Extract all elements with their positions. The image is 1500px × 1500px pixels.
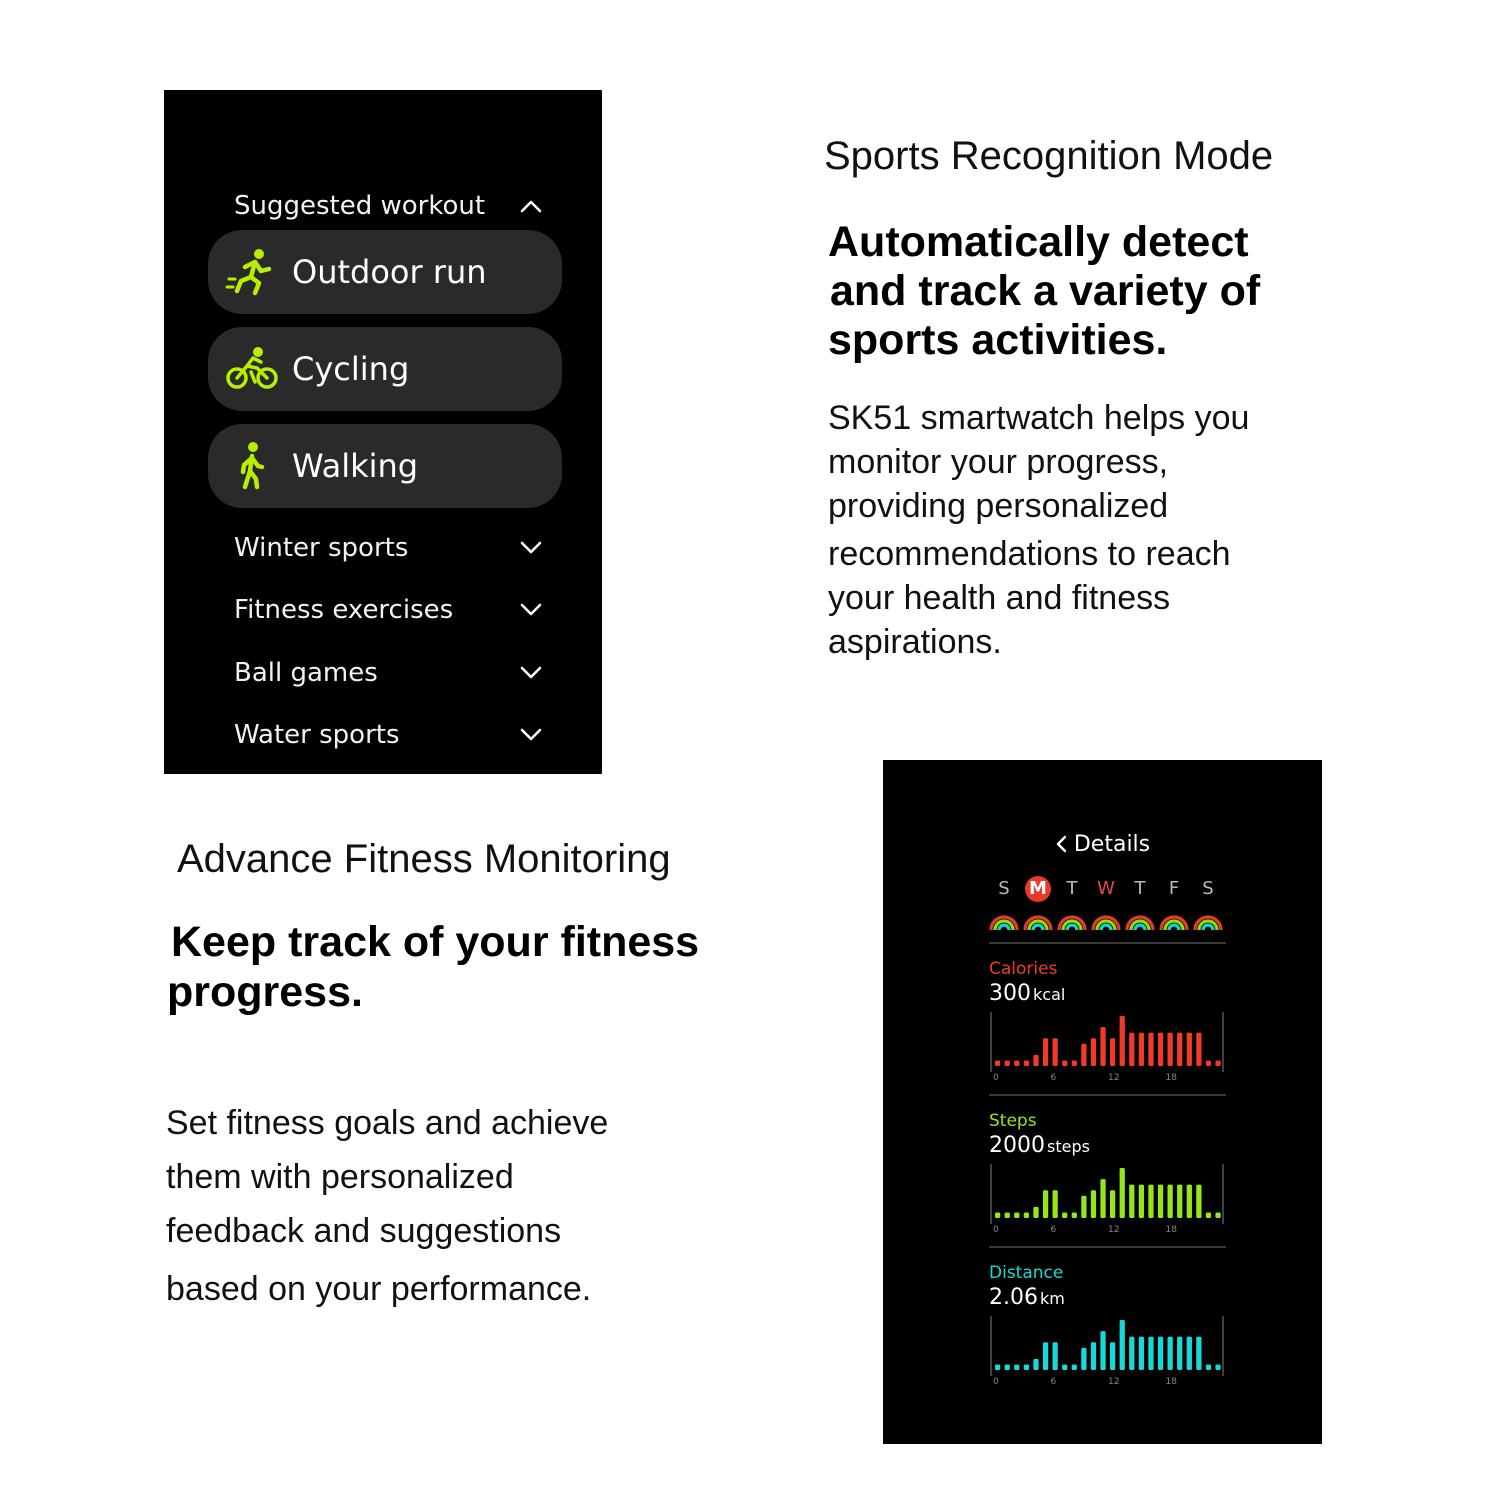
hour-bar bbox=[1024, 1364, 1029, 1370]
hour-bar bbox=[995, 1060, 1000, 1066]
hour-bar bbox=[1168, 1337, 1173, 1370]
hour-bar bbox=[1110, 1038, 1115, 1066]
hour-bar bbox=[1072, 1212, 1077, 1218]
sports-recognition-body-2: monitor your progress, bbox=[828, 443, 1169, 481]
x-tick-label: 6 bbox=[1050, 1377, 1057, 1387]
hour-bar bbox=[1062, 1212, 1067, 1218]
hour-bar bbox=[1120, 1320, 1125, 1370]
steps-value: 2000 steps bbox=[989, 1133, 1090, 1158]
x-tick-label: 0 bbox=[993, 1225, 999, 1235]
distance-label: Distance bbox=[989, 1263, 1064, 1283]
hour-bar bbox=[1139, 1033, 1144, 1066]
divider bbox=[989, 1246, 1226, 1248]
category-label: Water sports bbox=[234, 720, 400, 750]
hour-bar bbox=[1129, 1033, 1134, 1066]
sports-recognition-body-4: recommendations to reach bbox=[828, 535, 1231, 573]
details-title: Details bbox=[1073, 832, 1151, 857]
hour-bar bbox=[1043, 1038, 1048, 1066]
workout-list-screen bbox=[164, 90, 602, 774]
sports-recognition-body-6: aspirations. bbox=[828, 623, 1002, 661]
sports-recognition-body-1: SK51 smartwatch helps you bbox=[828, 399, 1250, 437]
ring-arc bbox=[1101, 925, 1111, 930]
sports-recognition-body-3: providing personalized bbox=[828, 487, 1169, 525]
chevron-down-icon bbox=[518, 535, 544, 561]
hour-bar bbox=[1014, 1060, 1019, 1066]
sports-recognition-body-5: your health and fitness bbox=[828, 579, 1171, 617]
hour-bar bbox=[1091, 1342, 1096, 1370]
calories-label: Calories bbox=[989, 959, 1058, 979]
sports-recognition-tagline-2: and track a variety of bbox=[830, 267, 1261, 315]
walking-icon bbox=[224, 438, 280, 494]
x-tick-label: 0 bbox=[993, 1073, 999, 1083]
steps-hourly-chart bbox=[989, 1164, 1227, 1236]
hour-bar bbox=[1215, 1212, 1220, 1218]
hour-bar bbox=[1053, 1190, 1058, 1218]
hour-bar bbox=[1043, 1342, 1048, 1370]
hour-bar bbox=[1177, 1033, 1182, 1066]
ring-arc bbox=[1203, 925, 1213, 930]
workout-outdoor-run-label: Outdoor run bbox=[292, 253, 487, 291]
ring-arc bbox=[999, 925, 1009, 930]
hour-bar bbox=[995, 1212, 1000, 1218]
hour-bar bbox=[1024, 1212, 1029, 1218]
hour-bar bbox=[1091, 1190, 1096, 1218]
activity-ring-icon[interactable] bbox=[1057, 912, 1087, 932]
hour-bar bbox=[1005, 1212, 1010, 1218]
category-label: Winter sports bbox=[234, 533, 409, 563]
hour-bar bbox=[1129, 1185, 1134, 1218]
chevron-down-icon bbox=[518, 722, 544, 748]
sports-recognition-heading: Sports Recognition Mode bbox=[824, 134, 1274, 178]
suggested-workout-header[interactable] bbox=[234, 190, 544, 222]
hour-bar bbox=[1081, 1044, 1086, 1066]
workout-walking-label: Walking bbox=[292, 447, 419, 485]
hour-bar bbox=[1072, 1364, 1077, 1370]
distance-value: 2.06 km bbox=[989, 1285, 1065, 1310]
ring-arc bbox=[1067, 925, 1077, 930]
x-tick-label: 0 bbox=[993, 1377, 999, 1387]
hour-bar bbox=[1206, 1212, 1211, 1218]
hour-bar bbox=[1081, 1348, 1086, 1370]
x-tick-label: 18 bbox=[1165, 1073, 1177, 1083]
fitness-monitoring-tagline-1: Keep track of your fitness bbox=[171, 918, 700, 966]
category-fitness-exercises[interactable] bbox=[234, 590, 544, 630]
hour-bar bbox=[1196, 1185, 1201, 1218]
weekday-4[interactable]: T bbox=[1134, 878, 1146, 899]
hour-bar bbox=[1014, 1364, 1019, 1370]
chevron-down-icon bbox=[518, 660, 544, 686]
divider bbox=[989, 942, 1226, 944]
hour-bar bbox=[1033, 1055, 1038, 1066]
activity-ring-icon[interactable] bbox=[1193, 912, 1223, 932]
hour-bar bbox=[1110, 1342, 1115, 1370]
hour-bar bbox=[1148, 1337, 1153, 1370]
hour-bar bbox=[1129, 1337, 1134, 1370]
hour-bar bbox=[1148, 1185, 1153, 1218]
category-label: Ball games bbox=[234, 658, 378, 688]
x-tick-label: 12 bbox=[1108, 1225, 1120, 1235]
hour-bar bbox=[1187, 1033, 1192, 1066]
hour-bar bbox=[1100, 1331, 1105, 1370]
hour-bar bbox=[1110, 1190, 1115, 1218]
calories-hourly-chart bbox=[989, 1012, 1227, 1084]
hour-bar bbox=[1148, 1033, 1153, 1066]
chevron-up-icon bbox=[518, 193, 544, 219]
hour-bar bbox=[1139, 1185, 1144, 1218]
ring-arc bbox=[1033, 925, 1043, 930]
hour-bar bbox=[1168, 1185, 1173, 1218]
ring-arc bbox=[1169, 925, 1179, 930]
x-tick-label: 12 bbox=[1108, 1073, 1120, 1083]
workout-cycling-label: Cycling bbox=[292, 350, 410, 388]
activity-ring-icon[interactable] bbox=[1159, 912, 1189, 932]
details-screen bbox=[883, 760, 1322, 1444]
hour-bar bbox=[1215, 1364, 1220, 1370]
category-ball-games[interactable] bbox=[234, 653, 544, 693]
chevron-down-icon bbox=[518, 597, 544, 623]
sports-recognition-tagline-3: sports activities. bbox=[828, 316, 1168, 364]
calories-value: 300 kcal bbox=[989, 981, 1066, 1006]
weekday-5[interactable]: F bbox=[1168, 878, 1180, 899]
hour-bar bbox=[1120, 1016, 1125, 1066]
hour-bar bbox=[995, 1364, 1000, 1370]
hour-bar bbox=[1177, 1337, 1182, 1370]
category-label: Fitness exercises bbox=[234, 595, 454, 625]
hour-bar bbox=[1043, 1190, 1048, 1218]
fitness-monitoring-body-1: Set fitness goals and achieve bbox=[166, 1104, 609, 1142]
workout-walking-button[interactable] bbox=[208, 424, 562, 508]
workout-outdoor-run-button[interactable] bbox=[208, 230, 562, 314]
hour-bar bbox=[1158, 1185, 1163, 1218]
running-icon bbox=[224, 244, 280, 300]
weekday-1[interactable]: M bbox=[1025, 876, 1051, 902]
hour-bar bbox=[1005, 1060, 1010, 1066]
hour-bar bbox=[1014, 1212, 1019, 1218]
hour-bar bbox=[1215, 1060, 1220, 1066]
activity-ring-icon[interactable] bbox=[1125, 912, 1155, 932]
hour-bar bbox=[1072, 1060, 1077, 1066]
weekday-3[interactable]: W bbox=[1097, 878, 1115, 899]
fitness-monitoring-heading: Advance Fitness Monitoring bbox=[177, 837, 671, 881]
hour-bar bbox=[1177, 1185, 1182, 1218]
x-tick-label: 12 bbox=[1108, 1377, 1120, 1387]
divider bbox=[989, 1094, 1226, 1096]
ring-arc bbox=[1135, 925, 1145, 930]
hour-bar bbox=[1120, 1168, 1125, 1218]
activity-ring-icon[interactable] bbox=[1091, 912, 1121, 932]
fitness-monitoring-body-3: feedback and suggestions bbox=[166, 1212, 562, 1250]
weekday-0[interactable]: S bbox=[998, 878, 1010, 899]
x-tick-label: 6 bbox=[1050, 1225, 1057, 1235]
x-tick-label: 18 bbox=[1165, 1225, 1177, 1235]
hour-bar bbox=[1005, 1364, 1010, 1370]
hour-bar bbox=[1053, 1342, 1058, 1370]
suggested-workout-label: Suggested workout bbox=[234, 191, 486, 221]
hour-bar bbox=[1100, 1179, 1105, 1218]
hour-bar bbox=[1033, 1207, 1038, 1218]
hour-bar bbox=[1206, 1060, 1211, 1066]
details-header[interactable] bbox=[883, 832, 1322, 857]
cycling-icon bbox=[224, 341, 280, 397]
activity-ring-icon[interactable] bbox=[989, 912, 1019, 932]
hour-bar bbox=[1168, 1033, 1173, 1066]
category-winter-sports[interactable] bbox=[234, 528, 544, 568]
hour-bar bbox=[1139, 1337, 1144, 1370]
hour-bar bbox=[1091, 1038, 1096, 1066]
weekday-2[interactable]: T bbox=[1066, 878, 1078, 899]
hour-bar bbox=[1053, 1038, 1058, 1066]
steps-label: Steps bbox=[989, 1111, 1037, 1131]
hour-bar bbox=[1196, 1337, 1201, 1370]
weekday-6[interactable]: S bbox=[1202, 878, 1214, 899]
hour-bar bbox=[1062, 1364, 1067, 1370]
fitness-monitoring-body-2: them with personalized bbox=[166, 1158, 514, 1196]
activity-ring-icon[interactable] bbox=[1023, 912, 1053, 932]
hour-bar bbox=[1158, 1337, 1163, 1370]
sports-recognition-tagline-1: Automatically detect bbox=[828, 218, 1249, 266]
fitness-monitoring-body-4: based on your performance. bbox=[166, 1270, 592, 1308]
hour-bar bbox=[1187, 1337, 1192, 1370]
hour-bar bbox=[1033, 1359, 1038, 1370]
hour-bar bbox=[1196, 1033, 1201, 1066]
distance-hourly-chart bbox=[989, 1316, 1227, 1388]
hour-bar bbox=[1062, 1060, 1067, 1066]
category-water-sports[interactable] bbox=[234, 715, 544, 755]
workout-cycling-button[interactable] bbox=[208, 327, 562, 411]
back-chevron-icon[interactable] bbox=[1055, 832, 1074, 857]
fitness-monitoring-tagline-2: progress. bbox=[167, 968, 363, 1016]
hour-bar bbox=[1024, 1060, 1029, 1066]
x-tick-label: 18 bbox=[1165, 1377, 1177, 1387]
hour-bar bbox=[1187, 1185, 1192, 1218]
hour-bar bbox=[1206, 1364, 1211, 1370]
hour-bar bbox=[1081, 1196, 1086, 1218]
hour-bar bbox=[1100, 1027, 1105, 1066]
x-tick-label: 6 bbox=[1050, 1073, 1057, 1083]
hour-bar bbox=[1158, 1033, 1163, 1066]
